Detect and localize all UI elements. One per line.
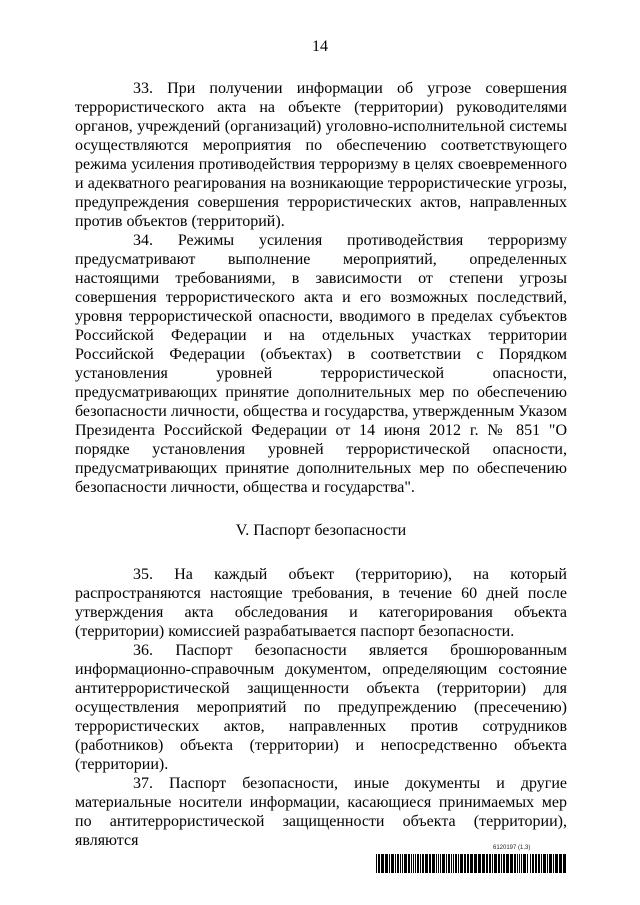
paragraph-37: 37. Паспорт безопасности, иные документы и другие материальные носители информации, касающиеся принимаемых мер по антитеррористической защищенности объекта (территории), являются [75, 775, 567, 849]
paragraph-34: 34. Режимы усиления противодействия терроризму предусматривают выполнение мероприятий, определенных настоящими требованиями, в зависимости от степени угрозы совершения террористического акта и его возможных последствий, уровня террористической опасности, вводимого в пределах субъектов Российской Федерации и на отдельных участках территории Российской Федерации (объектах) в соответствии с Порядком установления уровней террористической опасности, предусматривающих принятие дополнительных мер по обеспечению безопасности личности, общества и государства, утвержденным Указом Президента Российской Федерации от 14 июня 2012 г. № 851 "О порядке установления уровней террористической опасности, предусматривающих принятие дополнительных мер по обеспечению безопасности личности, общества и государства". [75, 232, 567, 496]
document-code: 6120197 (1.3) [493, 845, 531, 851]
page-number: 14 [312, 38, 328, 55]
paragraph-33: 33. При получении информации об угрозе совершения террористического акта на объекте (территории) руководителями органов, учреждений (организаций) уголовно-исполнительной системы осуществляются мероприятия по обеспечению соответствующего режима усиления противодействия терроризму в целях своевременного и адекватного реагирования на возникающие террористические угрозы, предупреждения совершения террористических актов, направленных против объектов (территорий). [75, 80, 567, 230]
document-body [75, 79, 567, 850]
paragraph-36: 36. Паспорт безопасности является брошюрованным информационно-справочным документом, определяющим состояние антитеррористической защищенности объекта (территории) для осуществления мероприятий по предупреждению (пресечению) террористических актов, направленных против сотрудников (работников) объекта (территории) и непосредственно объекта (территории). [75, 642, 567, 773]
section-heading: V. Паспорт безопасности [235, 522, 407, 539]
barcode-icon [376, 854, 567, 873]
paragraph-35: 35. На каждый объект (территорию), на который распространяются настоящие требования, в течение 60 дней после утверждения акта обследования и категорирования объекта (территории) комиссией разрабатывается паспорт безопасности. [75, 566, 567, 640]
